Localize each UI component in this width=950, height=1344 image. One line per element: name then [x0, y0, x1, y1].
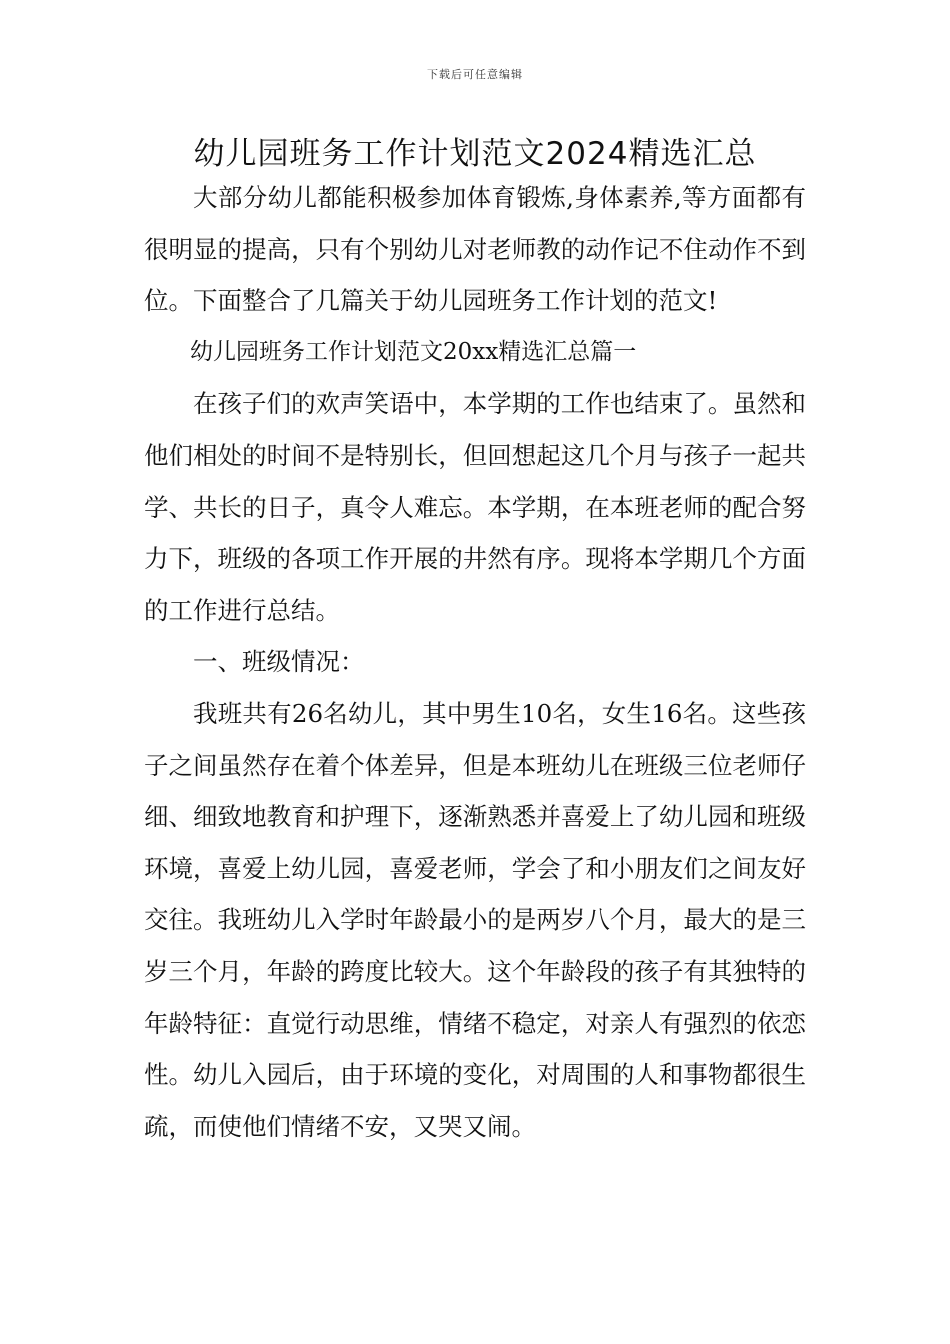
section-heading: 幼儿园班务工作计划范文20xx精选汇总篇一	[190, 338, 637, 365]
document-title: 幼儿园班务工作计划范文2024精选汇总	[193, 136, 757, 172]
intro-paragraph: 大部分幼儿都能积极参加体育锻炼,身体素养,等方面都有很明显的提高，只有个别幼儿对老师教的动作记不住动作不到位。下面整合了几篇关于幼儿园班务工作计划的范文!	[144, 183, 806, 316]
document-body	[144, 172, 806, 1152]
subsection-heading: 一、班级情况：	[193, 647, 365, 677]
body-paragraph: 我班共有26名幼儿，其中男生10名，女生16名。这些孩子之间虽然存在着个体差异，但是本班幼儿在班级三位老师仔细、细致地教育和护理下，逐渐熟悉并喜爱上了幼儿园和班级环境，喜爱上幼儿园，喜爱老师，学会了和小朋友们之间友好交往。我班幼儿入学时年龄最小的是两岁八个月，最大的是三岁三个月，年龄的跨度比较大。这个年龄段的孩子有其独特的年龄特征：直觉行动思维，情绪不稳定，对亲人有强烈的依恋性。幼儿入园后，由于环境的变化，对周围的人和事物都很生疏，而使他们情绪不安，又哭又闹。	[144, 698, 806, 1141]
body-paragraph: 在孩子们的欢声笑语中，本学期的工作也结束了。虽然和他们相处的时间不是特别长，但回想起这几个月与孩子一起共学、共长的日子，真令人难忘。本学期，在本班老师的配合努力下，班级的各项工作开展的井然有序。现将本学期几个方面的工作进行总结。	[144, 389, 806, 625]
header-note: 下载后可任意编辑	[427, 68, 523, 81]
